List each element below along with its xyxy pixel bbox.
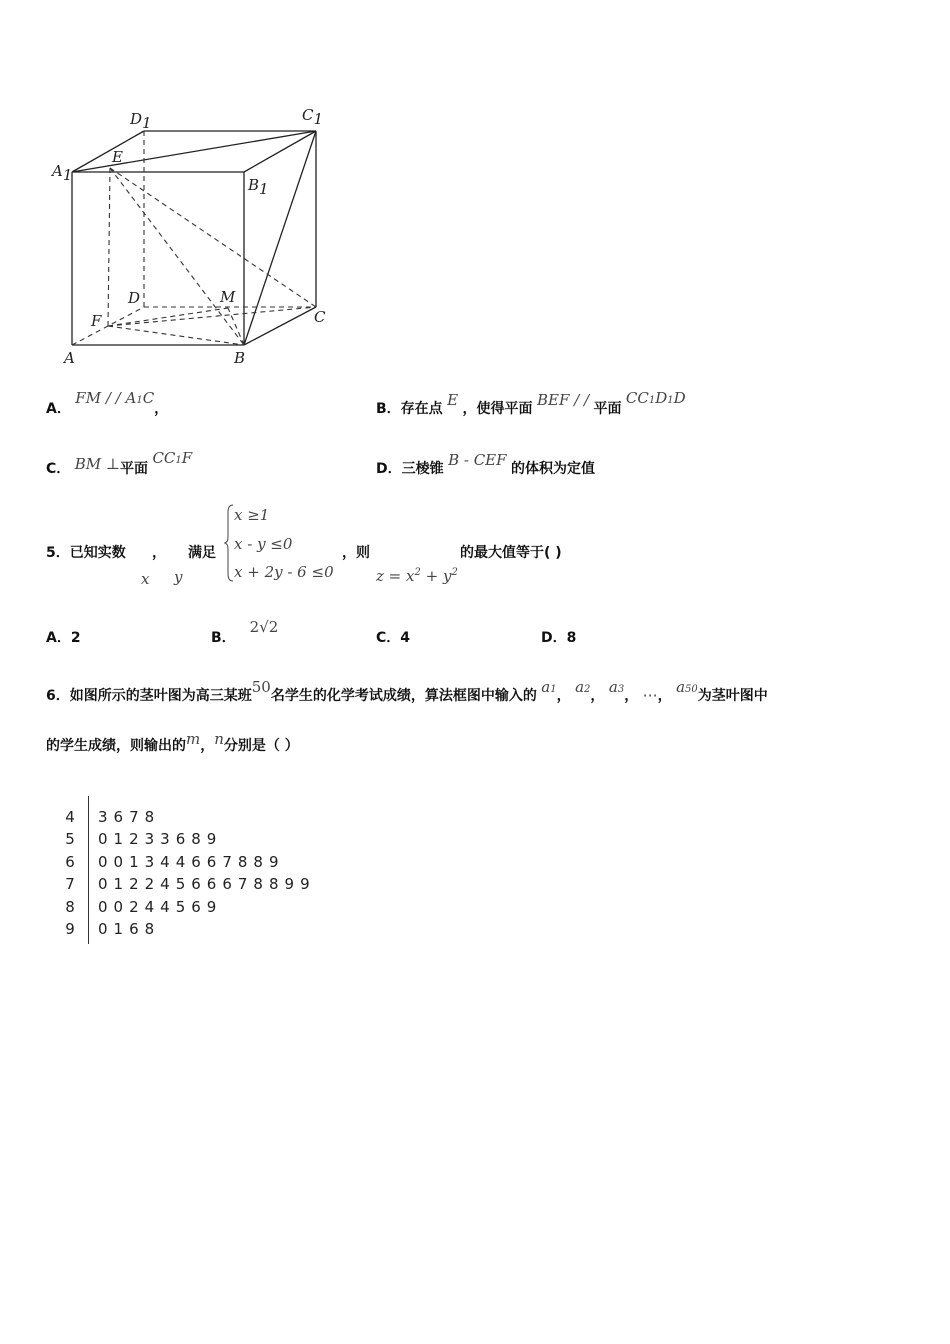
q4-option-b: B．存在点 E ，使得平面 BEF / / 平面 CC1D1D: [376, 389, 686, 417]
label-f: F: [91, 312, 102, 330]
segment-e-c: [110, 168, 316, 307]
segment-e-b: [110, 168, 244, 345]
point-e: E: [447, 391, 459, 409]
q4-option-c: C． BM ⊥平面 CC1F: [46, 449, 193, 477]
label-d1: D1: [130, 110, 152, 132]
label-a1: A1: [52, 162, 73, 184]
q5-satisfy: 满足: [188, 545, 216, 561]
label-c: C: [314, 308, 326, 326]
q6-line2: 的学生成绩，则输出的m，n分别是（ ）: [46, 730, 299, 754]
constraint-1: x ≥1: [234, 506, 270, 524]
label-c1: C1: [302, 106, 324, 128]
q5-ask: 的最大值等于( ): [460, 545, 562, 561]
q5-number: 5．已知实数: [46, 545, 126, 561]
segment-e-f: [108, 168, 110, 326]
segment-f-b: [108, 326, 244, 345]
q5-option-b: B．2√2: [211, 618, 279, 646]
constraint-2: x - y ≤0: [234, 535, 293, 553]
var-y: y: [174, 568, 183, 586]
option-c-expr: BM ⊥: [74, 455, 120, 473]
option-a-expr: FM / / A1C: [75, 389, 155, 407]
constraint-3: x + 2y - 6 ≤0: [234, 563, 334, 581]
plane-bef: BEF / /: [536, 391, 590, 409]
q5-option-c: C．4: [376, 630, 411, 646]
cube-figure: [40, 100, 350, 375]
stem-divider: [88, 796, 89, 944]
var-x: x: [141, 570, 150, 588]
q4-option-a: A． FM / / A1C，: [46, 389, 169, 417]
stem-leaf-plot: 4 3678 5 01233689 6 001344667889 7 01224566678899 8 00244569 9 0168: [60, 806, 380, 946]
plane-cc1d1d: CC1D1D: [625, 389, 686, 407]
q4-option-d: D．三棱锥 B - CEF 的体积为定值: [376, 451, 595, 477]
label-d: D: [128, 289, 141, 307]
q5-option-a: A．2: [46, 630, 81, 646]
q5-option-d: D．8: [541, 630, 577, 646]
label-b: B: [234, 349, 246, 367]
plane-cc1f: CC1F: [152, 449, 193, 467]
q5-then: ，则: [342, 545, 370, 561]
constraint-brace: [224, 504, 234, 582]
label-b1: B1: [248, 176, 269, 198]
q5-comma: ，: [152, 545, 166, 561]
label-e: E: [112, 148, 123, 166]
label-m: M: [220, 288, 236, 306]
q6-line1: 6．如图所示的茎叶图为高三某班50名学生的化学考试成绩，算法框图中输入的 a1， a2， a3， ⋯， a50为茎叶图中: [46, 678, 768, 704]
objective-z: $z = x^2 + y^2$: [376, 567, 458, 585]
option-a-label: A．: [46, 401, 71, 417]
label-a: A: [64, 349, 75, 367]
option-d-expr: B - CEF: [448, 451, 507, 469]
